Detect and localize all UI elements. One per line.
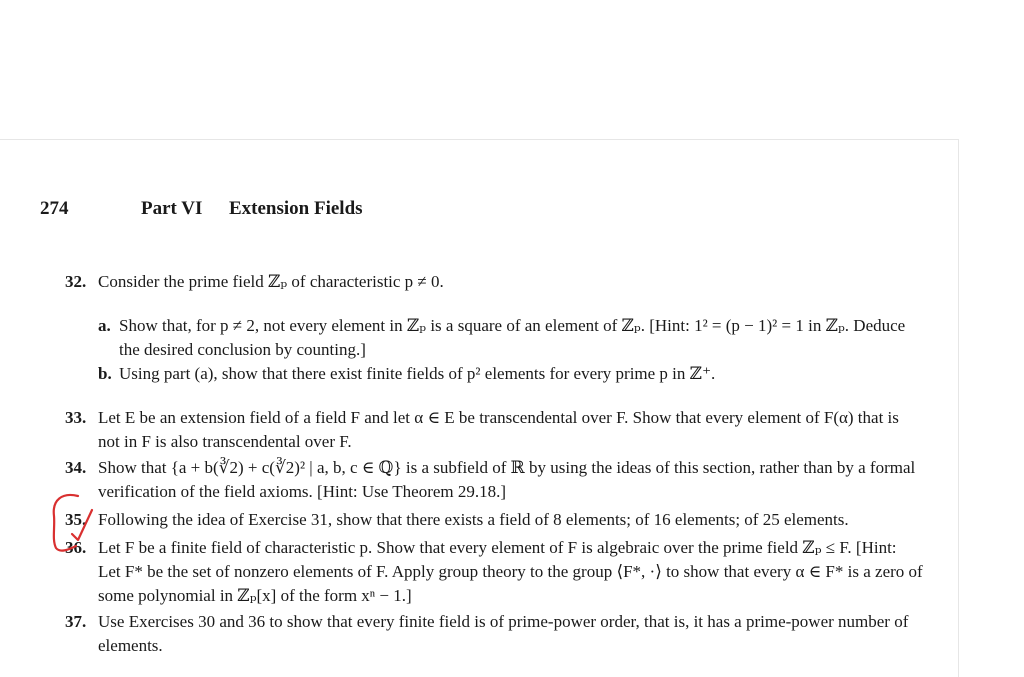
exercise-text: Consider the prime field ℤₚ of characteristic p ≠ 0. [98,272,444,291]
exercise-number: 32. [65,272,87,291]
exercise-32 [65,270,923,294]
exercise-text: Following the idea of Exercise 31, show that there exists a field of 8 elements; of 16 elements; of 25 elements. [98,510,849,529]
exercise-37 [65,610,923,658]
exercise-text: Use Exercises 30 and 36 to show that every finite field is of prime-power order, that is, it has a prime-power number of elements. [98,612,909,655]
exercise-number: 34. [65,458,87,477]
page-edge-right [958,139,959,677]
part-label: Part VI [141,198,203,219]
exercise-number: 35. [65,510,87,529]
exercise-33 [65,406,923,454]
exercise-34 [65,456,923,504]
exercise-text: Show that {a + b(∛2) + c(∛2)² | a, b, c ∈ ℚ} is a subfield of ℝ by using the ideas of this section, rather than by a formal verification of the field axioms. [Hint: Use Theorem 29.18.] [98,458,916,501]
subpart-text: Using part (a), show that there exist finite fields of p² elements for every prime p in ℤ⁺. [119,364,716,383]
exercise-32b [98,362,928,386]
subpart-label: a. [98,316,111,335]
exercise-number: 33. [65,408,87,427]
exercise-text: Let E be an extension field of a field F and let α ∈ E be transcendental over F. Show that every element of F(α) that is not in F is also transcendental over F. [98,408,899,451]
exercise-number: 37. [65,612,87,631]
subpart-text: Show that, for p ≠ 2, not every element in ℤₚ is a square of an element of ℤₚ. [Hint: 1² = (p − 1)² = 1 in ℤₚ. Deduce the desired conclusion by counting.] [119,316,906,359]
exercise-32a [98,314,928,362]
exercise-text: Let F be a finite field of characteristic p. Show that every element of F is algebraic over the prime field ℤₚ ≤ F. [Hint: Let F* be the set of nonzero elements of F. Apply group theory to the group ⟨F*, ·⟩ to show that every α ∈ F* is a zero of some polynomial in ℤₚ[x] of the form xⁿ − 1.] [98,538,923,605]
exercise-36 [65,536,923,608]
exercise-number: 36. [65,538,87,557]
pen-annotation-mark [48,490,118,570]
chapter-title: Extension Fields [229,198,363,219]
page-number: 274 [40,198,69,219]
exercise-35 [65,508,923,532]
page-edge-top [0,139,958,140]
subpart-label: b. [98,364,112,383]
